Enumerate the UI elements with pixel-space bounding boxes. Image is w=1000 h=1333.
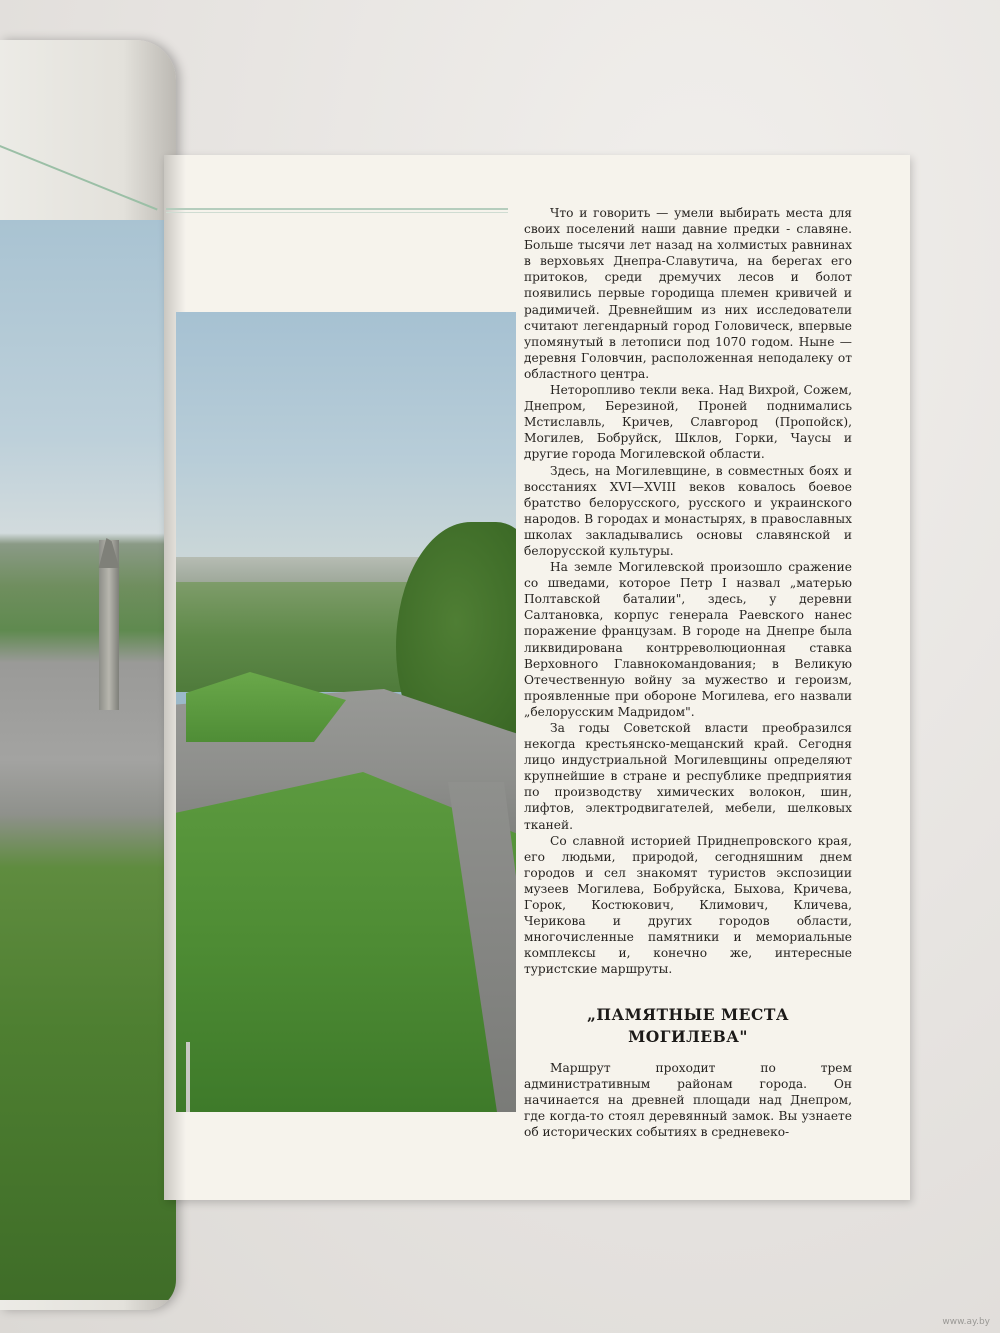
section-paragraph: Маршрут проходит по трем административным районам города. Он начинается на древней площади над Днепром, где когда-то стоял деревянный замок. Вы узнаете об исторических событиях в средневеко- (524, 1060, 852, 1139)
top-rule-secondary (166, 212, 508, 213)
photo-lamp-post (186, 1042, 190, 1112)
left-page-photo (0, 220, 176, 1300)
landscape-photo (176, 312, 516, 1112)
section-title-line-2: МОГИЛЕВА" (628, 1026, 748, 1046)
paragraph-4: На земле Могилевской произошло сражение со шведами, которое Петр I назвал „матерью Полтавской баталии", здесь, у деревни Салтановка, корпус генерала Раевского нанес поражение французам. В городе на Днепре была ликвидирована контрреволюционная ставка Верховного Главнокомандования; в Великую Отечественную войну за мужество и героизм, проявленные при обороне Могилева, его назвали „белорусским Мадридом". (524, 560, 852, 719)
paragraph-2: Неторопливо текли века. Над Вихрой, Сожем, Днепром, Березиной, Проней поднимались Мстиславль, Кричев, Славгород (Пропойск), Могилев, Бобруйск, Шклов, Горки, Чаусы и другие города Могилевской области. (524, 383, 852, 462)
section-title (524, 1004, 852, 1048)
left-page (0, 40, 176, 1310)
top-rule (166, 208, 508, 210)
paragraph-5: За годы Советской власти преобразился некогда крестьянско-мещанский край. Сегодня лицо индустриальной Могилевщины определяют крупнейшие в стране и республике предприятия по производству химических волокон, шин, лифтов, электродвигателей, мебели, шелковых тканей. (524, 721, 852, 832)
section-title-line-1: „ПАМЯТНЫЕ МЕСТА (587, 1004, 789, 1024)
paragraph-1: Что и говорить — умели выбирать места для своих поселений наши давние предки - славяне. Больше тысячи лет назад на холмистых равнинах в верховьях Днепра-Славутича, на берегах его притоков, среди дремучих лесов и болот появились первые городища племен кривичей и радимичей. Древнейшим из них исследователи считают легендарный город Головическ, впервые упомянутый в летописи под 1070 годом. Ныне — деревня Головчин, расположенная неподалеку от областного центра. (524, 206, 852, 381)
text-column (524, 205, 852, 1140)
watermark: www.ay.by (942, 1317, 990, 1327)
paragraph-6: Со славной историей Приднепровского края, его людьми, природой, сегодняшним днем городов и сел знакомят туристов экспозиции музеев Могилева, Бобруйска, Быхова, Кричева, Горок, Костюкович, Климович, Кличева, Черикова и других городов области, многочисленные памятники и мемориальные комплексы и, конечно же, интересные туристские маршруты. (524, 833, 852, 977)
left-page-rule (0, 145, 158, 211)
paragraph-3: Здесь, на Могилевщине, в совместных боях и восстаниях XVI—XVIII веков ковалось боевое братство белорусского, русского и украинского народов. В городах и монастырях, в православных школах закладывались основы славянской и белорусской культуры. (524, 463, 852, 558)
